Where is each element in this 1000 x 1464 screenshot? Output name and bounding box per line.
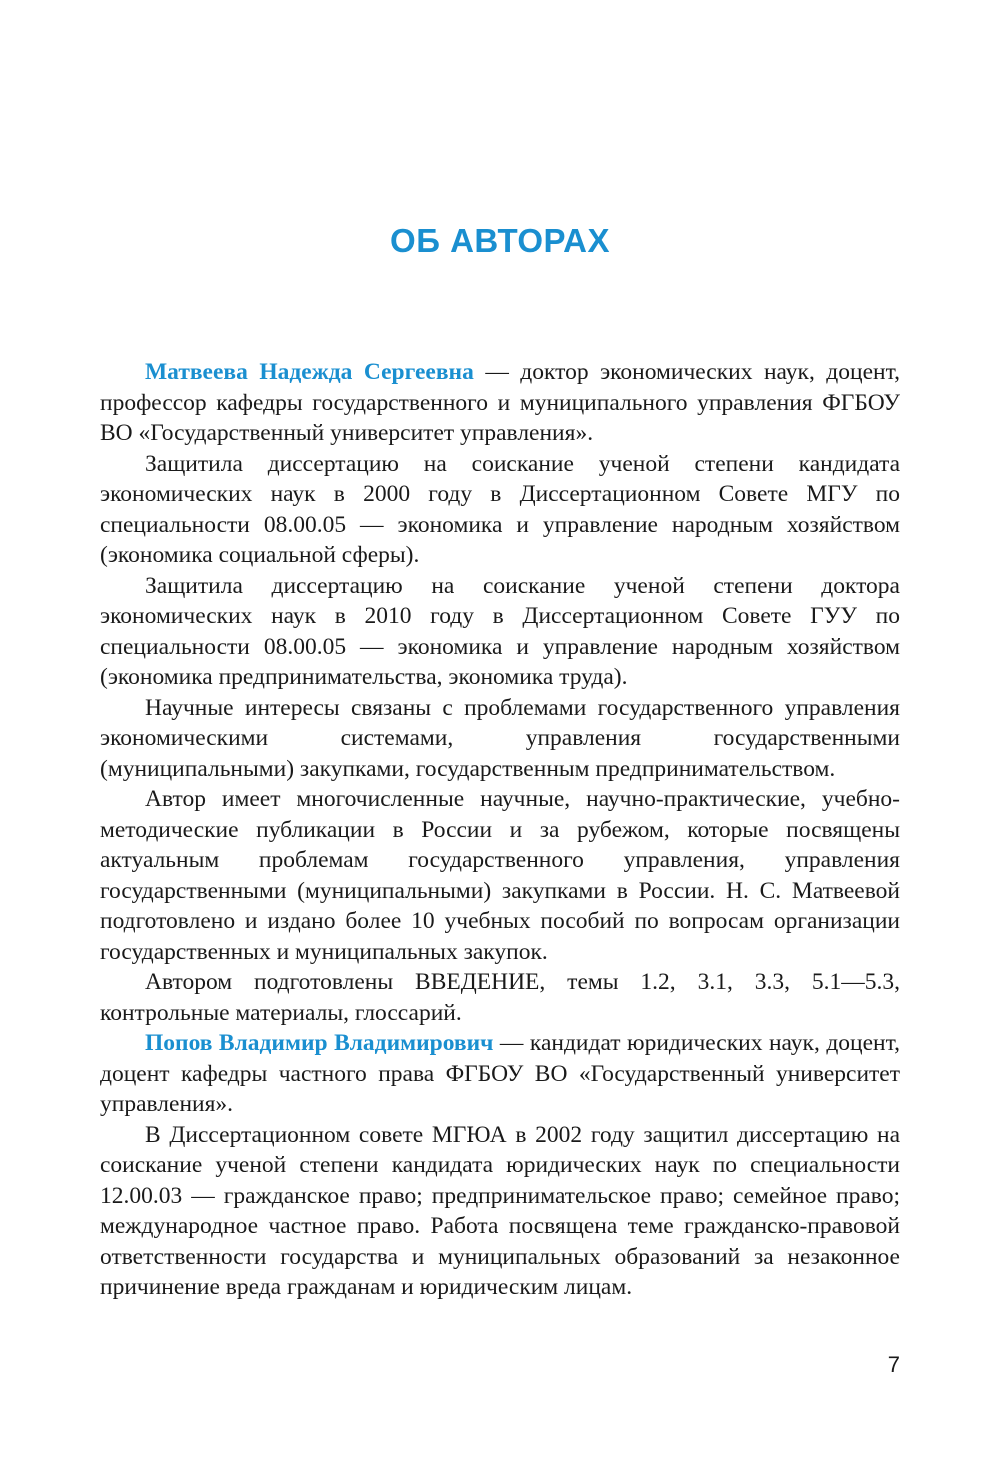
author-name: Попов Владимир Владимирович — [145, 1030, 494, 1056]
author-name: Матвеева Надежда Сергеевна — [145, 359, 474, 385]
author-bio-paragraph: Автор имеет многочисленные научные, научно-практические, учебно-методические публикации в России и за рубежом, которые посвящены актуальным проблемам государственного управления, управления государственными (муниципальными) закупками в России. Н. С. Матвеевой подготовлено и издано более 10 учебных пособий по вопросам организации государственных и муниципальных закупок. — [100, 786, 900, 965]
author-intro-text: — доктор экономических наук, доцент, профессор кафедры государственного и муниципального управления ФГБОУ ВО «Государственный университет управления». — [100, 359, 900, 446]
author-bio-paragraph: Защитила диссертацию на соискание ученой степени кандидата экономических наук в 2000 году в Диссертационном Совете МГУ по специальности 08.00.05 — экономика и управление народным хозяйством (экономика социальной сферы). — [100, 450, 900, 568]
authors-section — [100, 357, 900, 1303]
author-bio-paragraph: Научные интересы связаны с проблемами государственного управления экономическими системами, управления государственными (муниципальными) закупками, государственным предпринимательством. — [100, 694, 900, 782]
author-bio-paragraph: В Диссертационном совете МГЮА в 2002 году защитил диссертацию на соискание ученой степени кандидата юридических наук по специальности 12.00.03 — гражданское право; предпринимательское право; семейное право; международное частное право. Работа посвящена теме гражданско-правовой ответственности государства и муниципальных образований за незаконное причинение вреда гражданам и юридическим лицам. — [100, 1121, 900, 1300]
author-bio-paragraph: Автором подготовлены ВВЕДЕНИЕ, темы 1.2, 3.1, 3.3, 5.1—5.3, контрольные материалы, глоссарий. — [100, 969, 900, 1026]
author-intro-paragraph — [100, 1028, 900, 1120]
author-intro-paragraph — [100, 357, 900, 449]
page-number: 7 — [887, 1352, 900, 1377]
author-bio-paragraph: Защитила диссертацию на соискание ученой степени доктора экономических наук в 2010 году в Диссертационном Совете ГУУ по специальности 08.00.05 — экономика и управление народным хозяйством (экономика предпринимательства, экономика труда). — [100, 572, 900, 690]
page-title: ОБ АВТОРАХ — [390, 222, 610, 259]
author-intro-text: — кандидат юридических наук, доцент, доцент кафедры частного права ФГБОУ ВО «Государственный университет управления». — [100, 1030, 900, 1117]
